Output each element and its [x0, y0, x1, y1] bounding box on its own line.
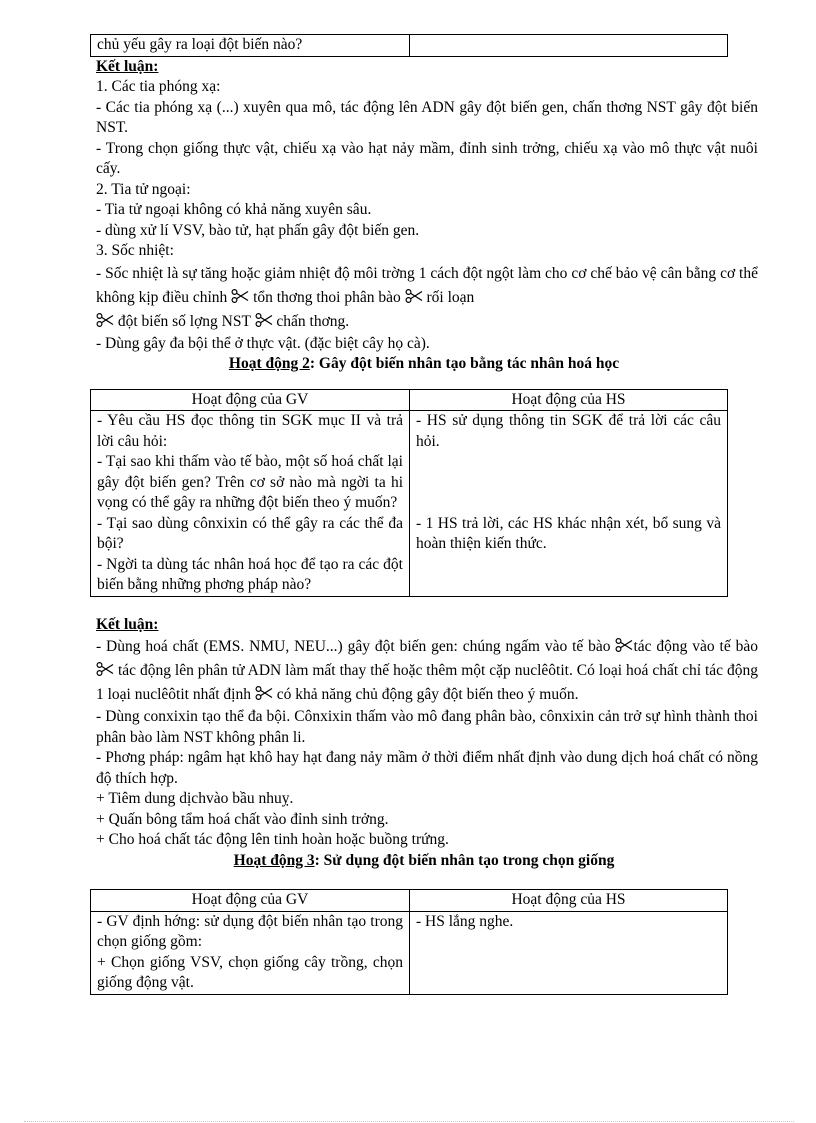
conclusion-1	[90, 57, 758, 355]
text-run: tác động lên phân tử ADN làm mất thay thế hoặc thêm một cặp nuclêôtit. Có loại hoá chất chỉ tác động 1 loại nuclêôtit nhất định	[96, 662, 758, 703]
conclusion-title: Kết luận:	[96, 57, 159, 75]
paragraph-heat-shock	[96, 262, 758, 334]
activity-3-table	[90, 889, 728, 995]
scissors-icon	[96, 313, 114, 327]
hs-cell: - HS lắng nghe.	[410, 911, 728, 994]
paragraph: - 1 HS trả lời, các HS khác nhận xét, bổ sung và hoàn thiện kiến thức.	[416, 514, 721, 552]
paragraph: - Phơng pháp: ngâm hạt khô hay hạt đang nảy mầm ở thời điểm nhất định vào dung dịch hoá chất có nồng độ thích hợp.	[96, 749, 758, 787]
paragraph: - dùng xử lí VSV, bào tử, hạt phấn gây đột biến gen.	[96, 221, 420, 239]
conclusion-2	[90, 615, 758, 851]
activity-2-table	[90, 389, 728, 597]
activity-title: : Gây đột biến nhân tạo bằng tác nhân hoá học	[309, 355, 620, 372]
table-header-row	[91, 389, 728, 411]
paragraph: + Quấn bông tẩm hoá chất vào đỉnh sinh trởng.	[96, 810, 389, 828]
paragraph-chemicals	[96, 635, 758, 707]
table-header-row	[91, 890, 728, 912]
scissors-icon	[255, 313, 273, 327]
paragraph: - Dùng conxixin tạo thể đa bội. Cônxixin thấm vào mô đang phân bào, cônxixin cản trở sự hình thành thoi phân bào làm NST không phân li.	[96, 708, 758, 746]
paragraph: + Cho hoá chất tác động lên tinh hoàn hoặc buồng trứng.	[96, 831, 449, 848]
table-cell: chủ yếu gây ra loại đột biến nào?	[91, 35, 410, 57]
activity-2-heading	[90, 354, 758, 375]
paragraph: - Dùng gây đa bội thể ở thực vật. (đặc biệt cây họ cà).	[96, 334, 430, 352]
column-header-gv: Hoạt động của GV	[91, 389, 410, 411]
document-content	[90, 34, 758, 995]
gv-cell	[91, 911, 410, 994]
table-cell	[410, 35, 728, 57]
activity-label: Hoạt động 2	[228, 355, 310, 372]
conclusion-title: Kết luận:	[96, 615, 159, 633]
text-run: rối loạn	[422, 288, 475, 306]
table-row	[91, 35, 728, 57]
paragraph: - Trong chọn giống thực vật, chiếu xạ vào hạt nảy mầm, đỉnh sinh trởng, chiếu xạ vào mô thực vật nuôi cấy.	[96, 139, 758, 177]
column-header-gv: Hoạt động của GV	[91, 890, 410, 912]
hs-cell	[410, 411, 728, 597]
scissors-icon	[405, 289, 423, 303]
footer-divider	[24, 1121, 794, 1122]
text-run: - Dùng hoá chất (EMS. NMU, NEU...) gây đột biến gen: chúng ngấm vào tế bào	[96, 638, 616, 655]
text-run: chấn thơng.	[272, 312, 350, 330]
paragraph: + Chọn giống VSV, chọn giống cây trồng, chọn giống động vật.	[97, 953, 403, 991]
text-run: đột biến số lợng NST	[114, 312, 255, 330]
paragraph: 2. Tia tử ngoại:	[96, 180, 191, 198]
text-run: - Sốc nhiệt là sự tăng hoặc giảm nhiệt độ môi trờng 1 cách đột ngột làm cho cơ chế bảo vệ cân bằng cơ thể không kịp điều chỉnh	[96, 264, 758, 306]
text-run: có khả năng chủ động gây đột biến theo ý muốn.	[272, 686, 579, 703]
column-header-hs: Hoạt động của HS	[410, 389, 728, 411]
paragraph: - GV định hớng: sử dụng đột biến nhân tạo trong chọn giống gồm:	[97, 912, 403, 950]
activity-title: : Sử dụng đột biến nhân tạo trong chọn giống	[314, 851, 615, 869]
scissors-icon	[96, 662, 114, 676]
paragraph: - Ngời ta dùng tác nhân hoá học để tạo ra các đột biến bằng những phơng pháp nào?	[97, 555, 403, 593]
table-row	[91, 911, 728, 994]
paragraph: 3. Sốc nhiệt:	[96, 242, 174, 259]
scissors-icon	[231, 289, 249, 303]
paragraph: 1. Các tia phóng xạ:	[96, 78, 221, 95]
paragraph: - Các tia phóng xạ (...) xuyên qua mô, tác động lên ADN gây đột biến gen, chấn thơng NST gây đột biến NST.	[96, 98, 758, 136]
activity-label: Hoạt động 3	[233, 851, 315, 869]
paragraph: - HS sử dụng thông tin SGK để trả lời các câu hỏi.	[416, 412, 721, 450]
text-run: tác động vào tế bào	[633, 638, 759, 655]
top-table	[90, 34, 728, 57]
paragraph: - Tại sao khi thấm vào tế bào, một số hoá chất lại gây đột biến gen? Trên cơ sở nào mà ngời ta hi vọng có thể gây ra những đột biến theo ý muốn?	[97, 453, 403, 511]
paragraph: - Yêu cầu HS đọc thông tin SGK mục II và trả lời câu hỏi:	[97, 412, 403, 450]
column-header-hs: Hoạt động của HS	[410, 890, 728, 912]
text-run: tổn thơng thoi phân bào	[249, 288, 405, 306]
scissors-icon	[615, 638, 633, 652]
paragraph: - Tại sao dùng cônxixin có thể gây ra các thể đa bội?	[97, 514, 403, 552]
scissors-icon	[255, 686, 273, 700]
activity-3-heading	[90, 851, 758, 872]
paragraph: - Tia tử ngoại không có khả năng xuyên sâu.	[96, 201, 372, 218]
table-row	[91, 411, 728, 597]
paragraph: + Tiêm dung dịchvào bầu nhuỵ.	[96, 790, 294, 807]
gv-cell	[91, 411, 410, 597]
